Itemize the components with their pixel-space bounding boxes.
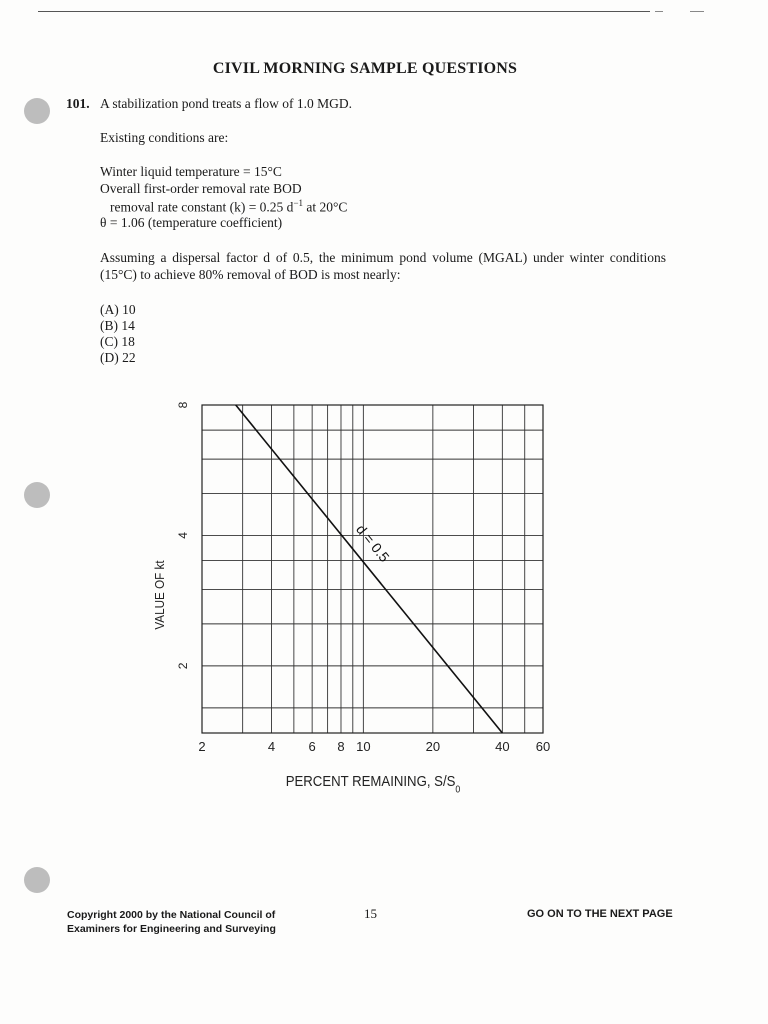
question-stem: A stabilization pond treats a flow of 1.0 MGD. [100,96,352,111]
answer-option-c [100,334,135,350]
rate-constant-temp: at 20°C [303,199,348,215]
x-axis-label: PERCENT REMAINING, $S/S_0$ [285,772,461,794]
x-tick-label: 2 [198,739,206,754]
rate-constant-text: removal rate constant (k) = 0.25 d [110,199,294,215]
condition-rate-constant [110,198,347,216]
plot-frame [202,405,543,733]
condition-removal-rate: Overall first-order removal rate BOD [100,181,302,196]
option-value: 22 [122,350,136,365]
question-prompt: Assuming a dispersal factor d of 0.5, the minimum pond volume (MGAL) under winter conditions (15°C) to achieve 80% removal of BOD is most nearly: [100,250,666,282]
x-tick-label: 10 [356,739,371,754]
series-label: d = 0.5 [353,521,393,565]
punch-hole [24,867,50,893]
copyright-notice [67,908,276,936]
rate-constant-exponent: −1 [293,198,304,208]
option-letter: (D) [100,350,119,365]
x-tick-label: 60 [535,739,551,754]
option-letter: (B) [100,318,118,333]
y-axis-label: VALUE OF kt [152,560,168,630]
answer-option-a [100,302,136,318]
answer-option-b [100,318,135,334]
condition-temperature: Winter liquid temperature = 15°C [100,164,282,179]
x-tick-label: 20 [425,739,441,754]
y-tick-label: 8 [176,401,190,409]
series-line-d-0-5 [236,405,503,733]
y-tick-label: 2 [176,662,190,670]
page-number: 15 [364,906,377,921]
answer-option-d [100,350,136,366]
condition-theta: θ = 1.06 (temperature coefficient) [100,215,283,230]
x-tick-label: 8 [337,739,345,754]
x-tick-label: 40 [495,739,510,754]
punch-hole [24,482,50,508]
conditions-intro: Existing conditions are: [100,130,229,145]
top-rule-dash [655,11,663,12]
x-tick-label: 4 [267,739,276,754]
option-value: 10 [122,302,136,317]
copyright-line-2: Examiners for Engineering and Surveying [67,923,276,935]
copyright-line-1: Copyright 2000 by the National Council of [67,909,276,921]
y-tick-label: 4 [176,532,190,539]
option-letter: (A) [100,302,119,317]
punch-hole [24,98,50,124]
top-rule [38,11,650,12]
kt-chart-svg [140,390,580,800]
option-value: 18 [121,334,135,349]
option-letter: (C) [100,334,118,349]
question-number: 101. [66,96,90,111]
next-page-notice: GO ON TO THE NEXT PAGE [527,908,673,920]
kt-chart [140,390,580,800]
top-rule-dash [690,11,704,12]
x-tick-label: 6 [308,739,316,754]
option-value: 14 [121,318,135,333]
page-title: CIVIL MORNING SAMPLE QUESTIONS [212,60,518,77]
